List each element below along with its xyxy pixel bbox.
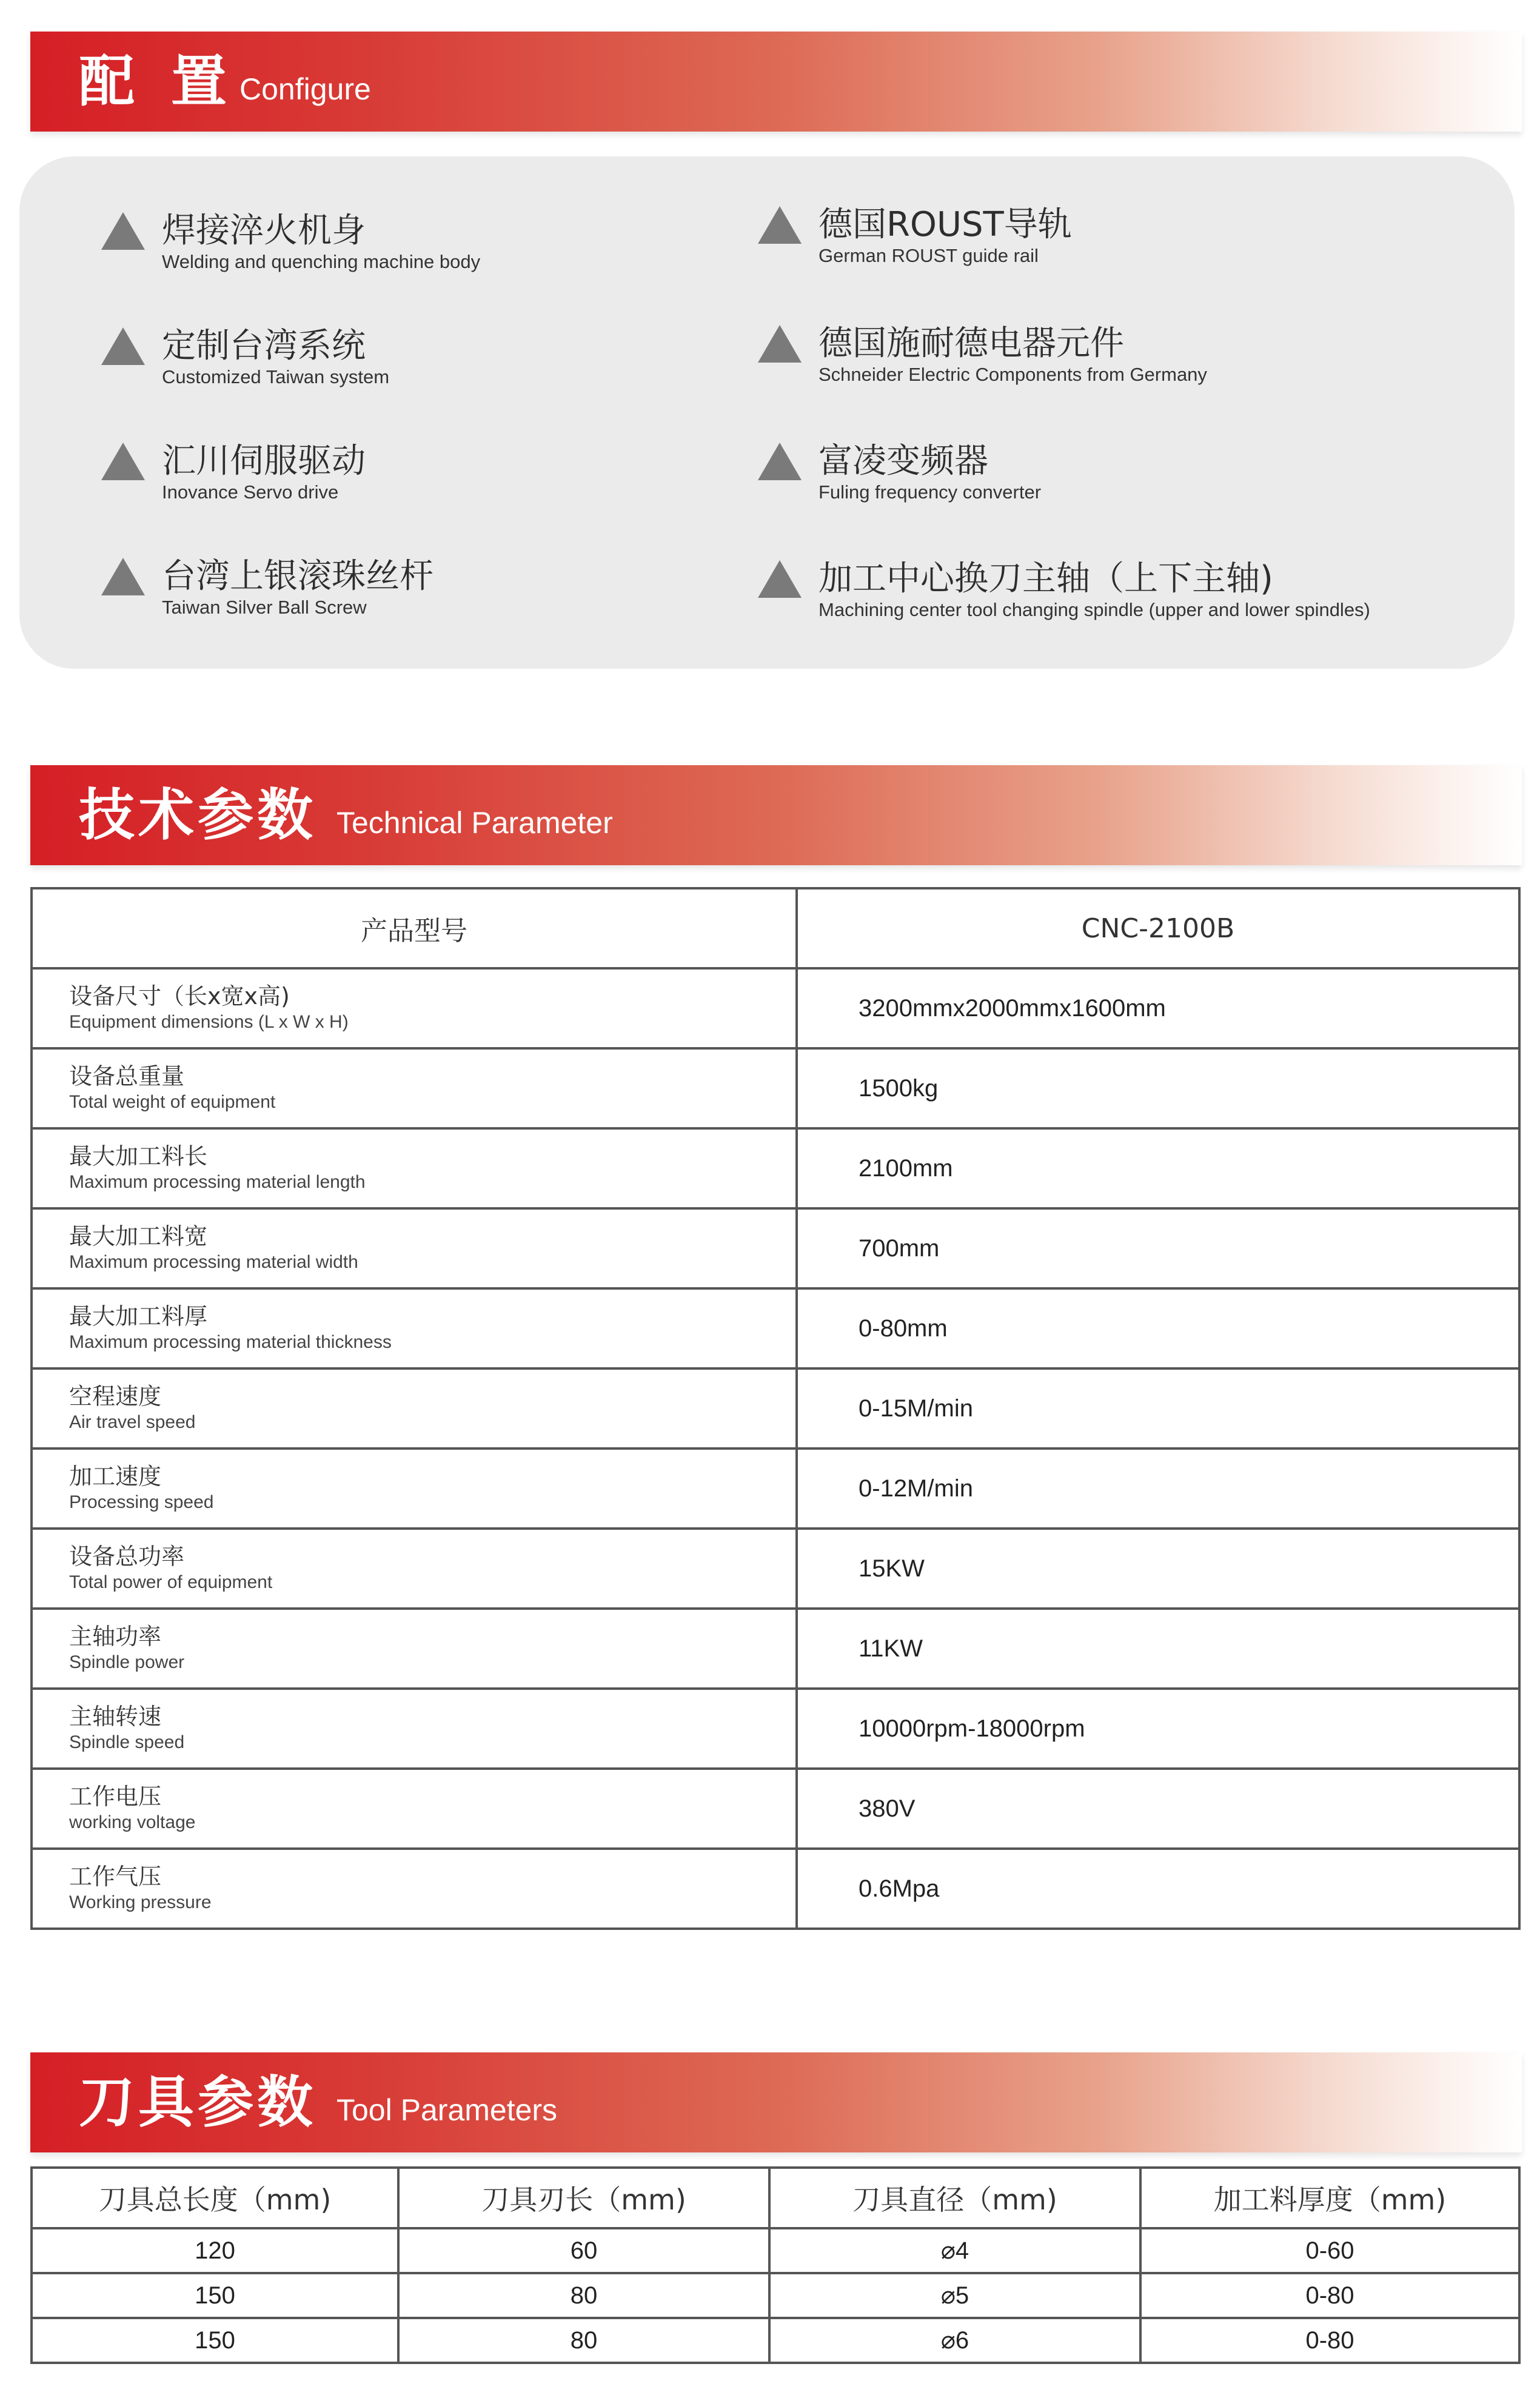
parameter-label-en: Maximum processing material thickness [69,1332,392,1352]
configure-item-cn: 台湾上银滚珠丝杆 [162,557,434,596]
tool-cell: 80 [398,2273,769,2318]
parameter-label [32,1048,797,1128]
configure-item-cn: 焊接淬火机身 [162,211,366,250]
table-row [32,1529,1519,1609]
configure-item-en: Welding and quenching machine body [162,251,481,272]
tool-header-cell: 刀具直径（mm) [769,2168,1140,2228]
table-header-row [32,888,1519,968]
parameter-label [32,968,797,1048]
technical-banner [30,765,1522,865]
configure-banner [30,32,1522,132]
table-row [32,1208,1519,1288]
table-row [32,1689,1519,1769]
parameter-value: 1500kg [797,1048,1519,1128]
configure-item-en: Inovance Servo drive [162,481,339,503]
configure-item-cn: 富凌变频器 [819,441,988,481]
technical-parameter-table [30,887,1521,1930]
parameter-label-cn: 主轴转速 [69,1703,162,1730]
product-model-label: 产品型号 [32,888,797,968]
tool-parameter-table [30,2166,1521,2364]
parameter-label-cn: 工作电压 [69,1783,162,1810]
parameter-label [32,1368,797,1449]
parameter-value: 0.6Mpa [797,1849,1519,1929]
technical-title-cn: 技术参数 [79,783,317,848]
configure-panel [19,156,1515,669]
tool-cell: 0-80 [1140,2273,1519,2318]
triangle-bullet-icon [101,558,145,595]
table-row [32,2273,1519,2318]
parameter-label-en: Maximum processing material length [69,1172,366,1192]
parameter-label [32,1689,797,1769]
tool-header-cell: 刀具总长度（mm) [32,2168,398,2228]
parameter-value: 11KW [797,1609,1519,1689]
configure-item-en: Machining center tool changing spindle (upper and lower spindles) [819,599,1370,620]
triangle-bullet-icon [101,443,145,480]
configure-item-cn: 加工中心换刀主轴（上下主轴) [819,559,1273,598]
configure-item-cn: 定制台湾系统 [162,326,366,366]
parameter-label [32,1849,797,1929]
parameter-label [32,1609,797,1689]
table-row [32,1609,1519,1689]
table-header-row [32,2168,1519,2228]
triangle-bullet-icon [101,212,145,250]
tool-header-cell: 加工料厚度（mm) [1140,2168,1519,2228]
parameter-label-cn: 加工速度 [69,1463,162,1490]
tool-cell: 150 [32,2273,398,2318]
parameter-label-en: Spindle speed [69,1732,185,1752]
parameter-value: 380V [797,1769,1519,1849]
triangle-bullet-icon [758,325,802,363]
parameter-value: 10000rpm-18000rpm [797,1689,1519,1769]
parameter-label [32,1449,797,1529]
parameter-label-cn: 最大加工料厚 [69,1303,208,1330]
parameter-label-cn: 主轴功率 [69,1623,162,1650]
triangle-bullet-icon [758,560,802,598]
table-row [32,1368,1519,1449]
parameter-label-en: Processing speed [69,1492,214,1512]
parameter-value: 3200mmx2000mmx1600mm [797,968,1519,1048]
tool-cell: 120 [32,2228,398,2273]
triangle-bullet-icon [101,327,145,365]
configure-item-en: Schneider Electric Components from Germany [819,364,1207,385]
configure-item-cn: 德国ROUST导轨 [819,205,1072,244]
tool-cell: ⌀6 [769,2318,1140,2363]
parameter-label-en: working voltage [69,1812,196,1832]
parameter-label [32,1128,797,1208]
parameter-label-en: Spindle power [69,1652,185,1672]
table-row [32,1849,1519,1929]
configure-item-cn: 汇川伺服驱动 [162,441,366,481]
table-row [32,968,1519,1048]
parameter-label-en: Equipment dimensions (L x W x H) [69,1012,349,1032]
parameter-label [32,1208,797,1288]
configure-item-en: Customized Taiwan system [162,366,390,387]
parameter-value: 700mm [797,1208,1519,1288]
parameter-value: 0-80mm [797,1288,1519,1368]
product-model-value: CNC-2100B [797,888,1519,968]
tool-title-cn: 刀具参数 [79,2070,317,2135]
tool-header-cell: 刀具刃长（mm) [398,2168,769,2228]
parameter-label-en: Working pressure [69,1892,212,1912]
table-row [32,2318,1519,2363]
parameter-label-en: Total weight of equipment [69,1092,276,1112]
tool-cell: ⌀4 [769,2228,1140,2273]
configure-title-en: Configure [239,72,371,106]
parameter-label-cn: 最大加工料宽 [69,1223,208,1250]
tool-cell: 60 [398,2228,769,2273]
parameter-label-cn: 最大加工料长 [69,1143,208,1170]
table-row [32,2228,1519,2273]
parameter-label-cn: 设备尺寸（长x宽x高) [69,983,290,1010]
table-row [32,1449,1519,1529]
tool-title-en: Tool Parameters [336,2093,558,2127]
configure-title-cn: 配置 [79,49,264,114]
tool-cell: ⌀5 [769,2273,1140,2318]
parameter-label-en: Maximum processing material width [69,1252,358,1272]
configure-item-en: German ROUST guide rail [819,245,1039,266]
parameter-value: 15KW [797,1529,1519,1609]
configure-item-cn: 德国施耐德电器元件 [819,324,1124,363]
parameter-value: 0-15M/min [797,1368,1519,1449]
triangle-bullet-icon [758,443,802,480]
tool-cell: 0-60 [1140,2228,1519,2273]
parameter-label-cn: 空程速度 [69,1383,162,1410]
tool-cell: 0-80 [1140,2318,1519,2363]
tool-banner [30,2052,1522,2152]
tool-cell: 80 [398,2318,769,2363]
table-row [32,1769,1519,1849]
table-row [32,1048,1519,1128]
parameter-value: 2100mm [797,1128,1519,1208]
parameter-label [32,1529,797,1609]
parameter-label-en: Air travel speed [69,1412,196,1432]
technical-title-en: Technical Parameter [336,806,613,840]
configure-item-en: Fuling frequency converter [819,481,1042,503]
parameter-label-cn: 设备总重量 [69,1063,185,1090]
table-row [32,1288,1519,1368]
parameter-value: 0-12M/min [797,1449,1519,1529]
parameter-label-cn: 设备总功率 [69,1543,185,1570]
configure-item-en: Taiwan Silver Ball Screw [162,597,367,618]
parameter-label [32,1769,797,1849]
parameter-label [32,1288,797,1368]
parameter-label-en: Total power of equipment [69,1572,273,1592]
tool-cell: 150 [32,2318,398,2363]
triangle-bullet-icon [758,206,802,244]
parameter-label-cn: 工作气压 [69,1863,162,1890]
table-row [32,1128,1519,1208]
